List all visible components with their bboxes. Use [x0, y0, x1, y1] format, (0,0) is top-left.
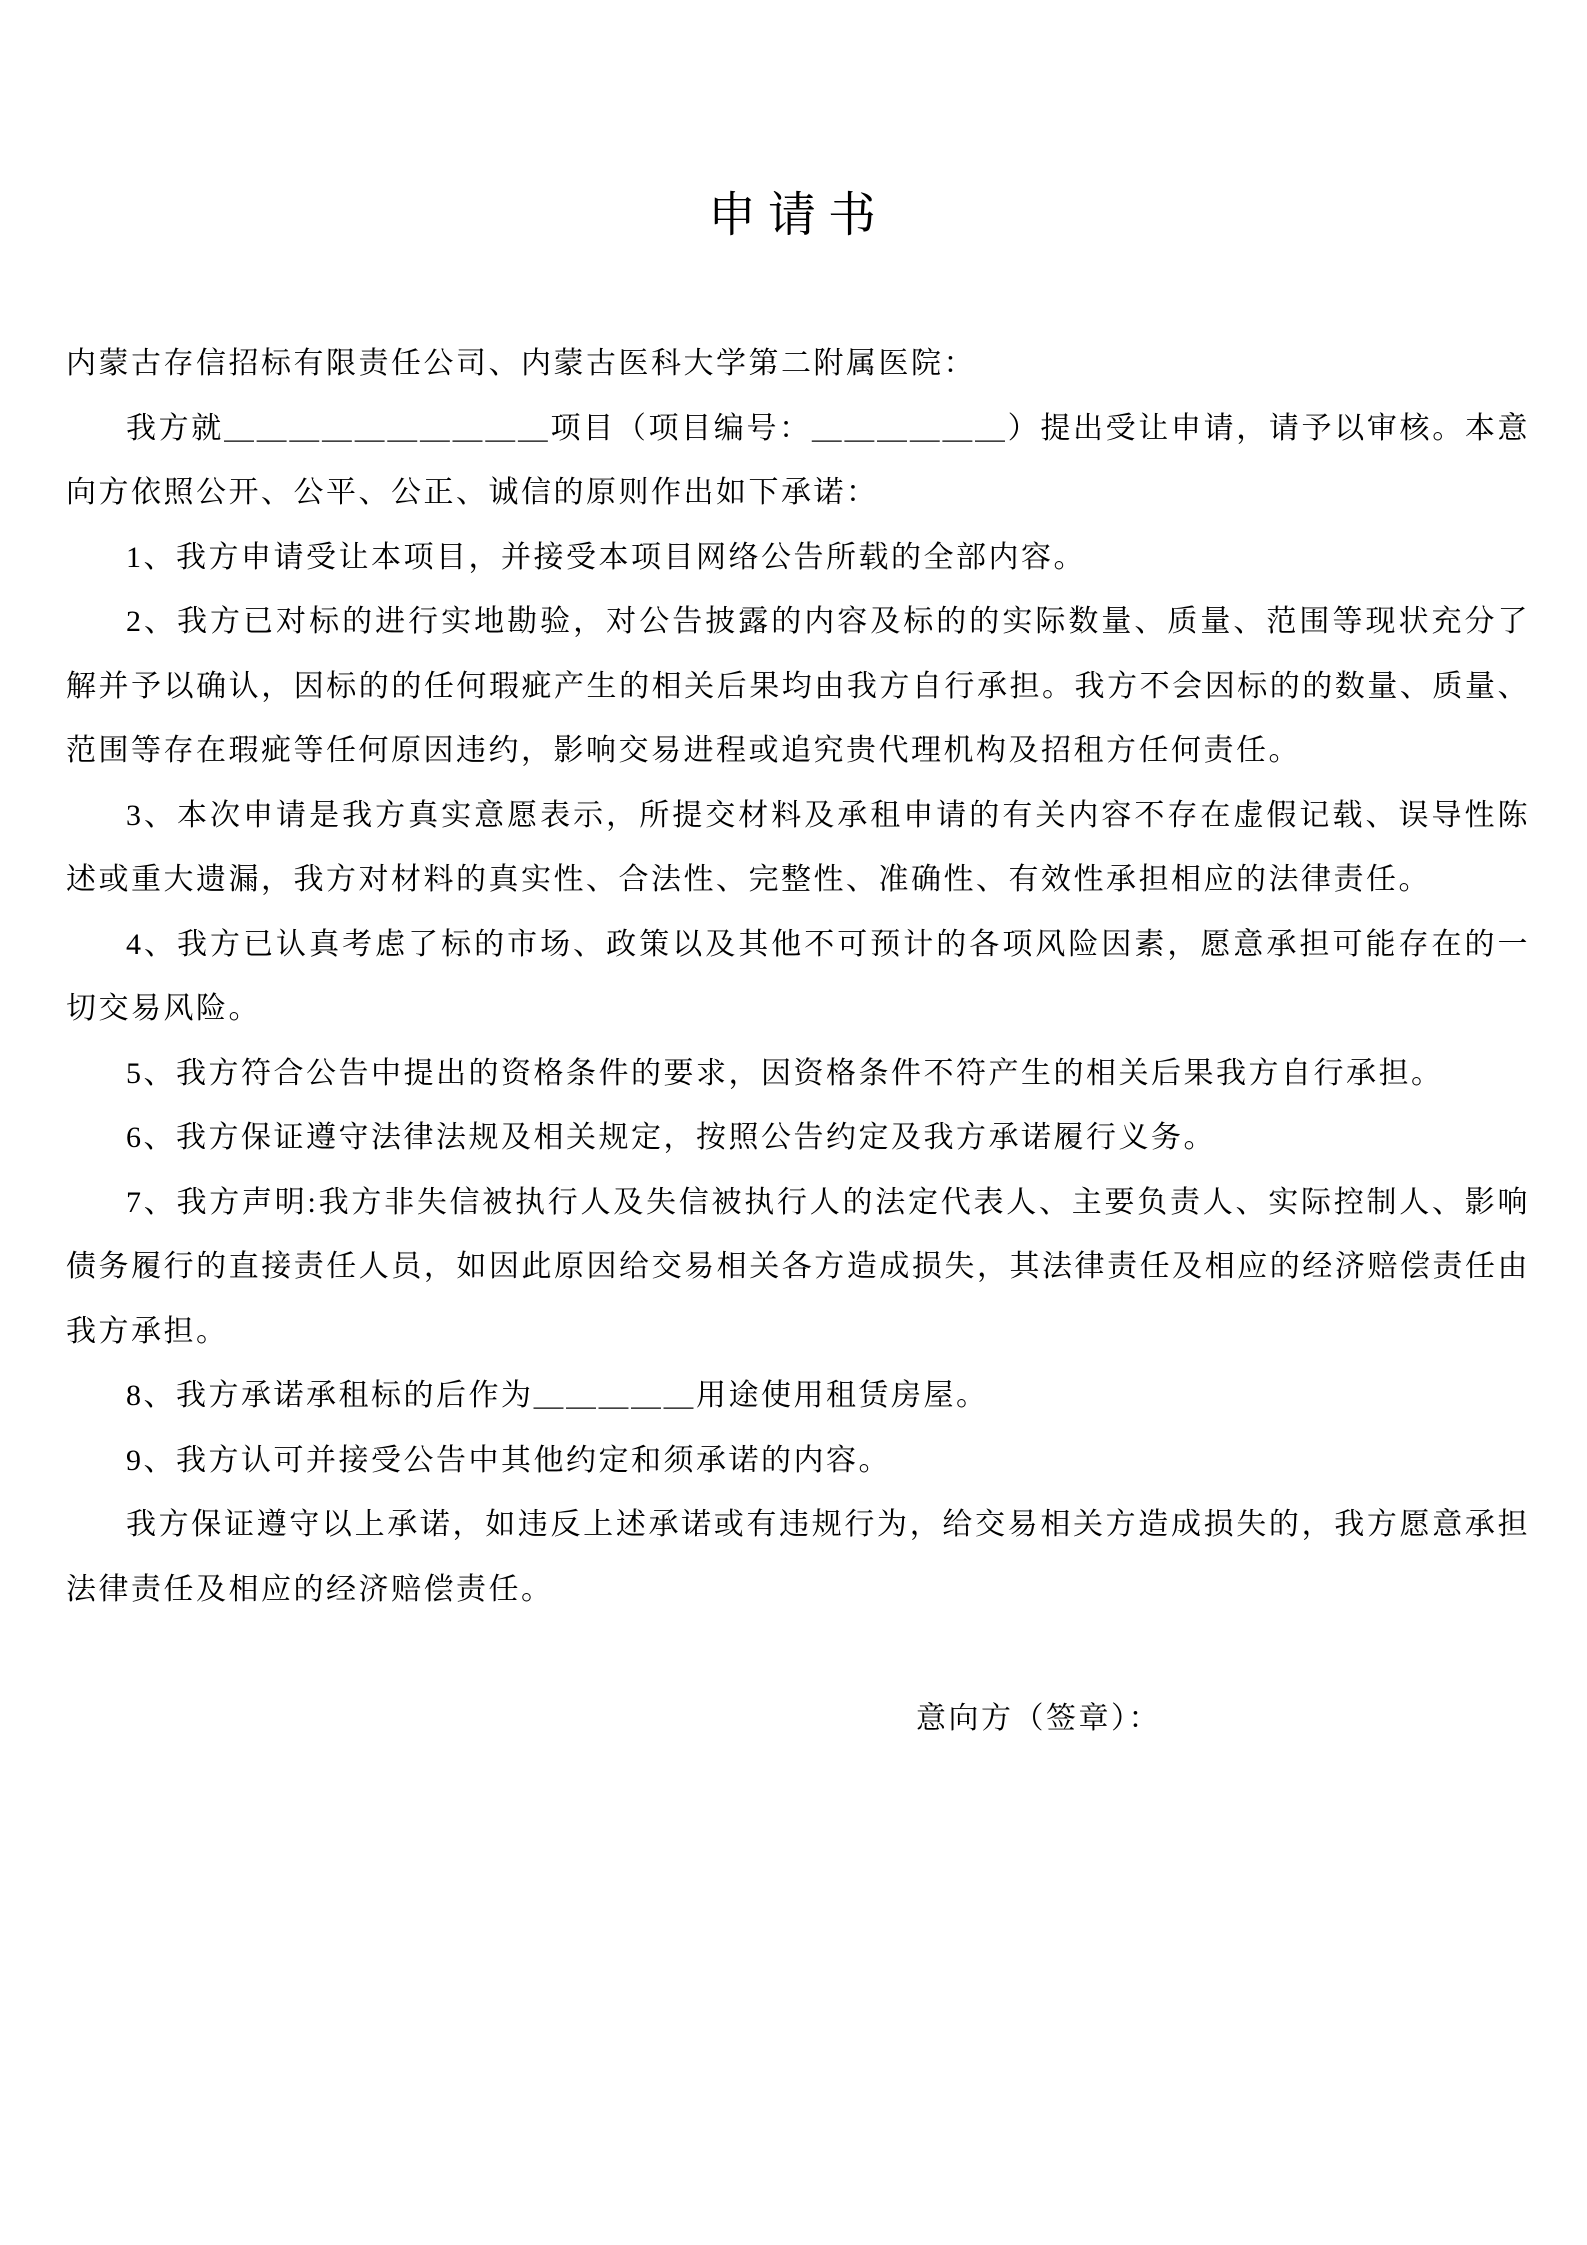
commitment-item-6: 6、我方保证遵守法律法规及相关规定，按照公告约定及我方承诺履行义务。 — [126, 1121, 1216, 1154]
signature-label: 意向方（签章）： — [916, 1701, 1161, 1735]
closing-paragraph: 我方保证遵守以上承诺，如违反上述承诺或有违规行为，给交易相关方造成损失的，我方愿意承担法律责任及相应的经济赔偿责任。 — [66, 1508, 1530, 1606]
commitment-item-2: 2、我方已对标的进行实地勘验，对公告披露的内容及标的的实际数量、质量、范围等现状充分了解并予以确认，因标的的任何瑕疵产生的相关后果均由我方自行承担。我方不会因标的的数量、质量、范围等存在瑕疵等任何原因违约，影响交易进程或追究贵代理机构及招租方任何责任。 — [66, 605, 1530, 767]
commitment-item-4: 4、我方已认真考虑了标的市场、政策以及其他不可预计的各项风险因素，愿意承担可能存在的一切交易风险。 — [66, 927, 1530, 1025]
commitment-item-3: 3、本次申请是我方真实意愿表示，所提交材料及承租申请的有关内容不存在虚假记载、误导性陈述或重大遗漏，我方对材料的真实性、合法性、完整性、准确性、有效性承担相应的法律责任。 — [66, 798, 1530, 896]
addressee-line: 内蒙古存信招标有限责任公司、内蒙古医科大学第二附属医院： — [66, 347, 976, 380]
commitment-item-7: 7、我方声明:我方非失信被执行人及失信被执行人的法定代表人、主要负责人、实际控制人、影响债务履行的直接责任人员，如因此原因给交易相关各方造成损失，其法律责任及相应的经济赔偿责任由我方承担。 — [66, 1185, 1530, 1348]
commitment-item-8: 8、我方承诺承租标的后作为＿＿＿＿＿用途使用租赁房屋。 — [126, 1379, 989, 1412]
commitment-item-5: 5、我方符合公告中提出的资格条件的要求，因资格条件不符产生的相关后果我方自行承担。 — [126, 1056, 1444, 1090]
intro-paragraph: 我方就＿＿＿＿＿＿＿＿＿＿项目（项目编号：＿＿＿＿＿＿）提出受让申请，请予以审核。本意向方依照公开、公平、公正、诚信的原则作出如下承诺： — [66, 411, 1530, 509]
commitment-item-1: 1、我方申请受让本项目，并接受本项目网络公告所载的全部内容。 — [126, 540, 1086, 574]
document-title: 申请书 — [707, 189, 888, 242]
commitment-item-9: 9、我方认可并接受公告中其他约定和须承诺的内容。 — [126, 1443, 891, 1477]
